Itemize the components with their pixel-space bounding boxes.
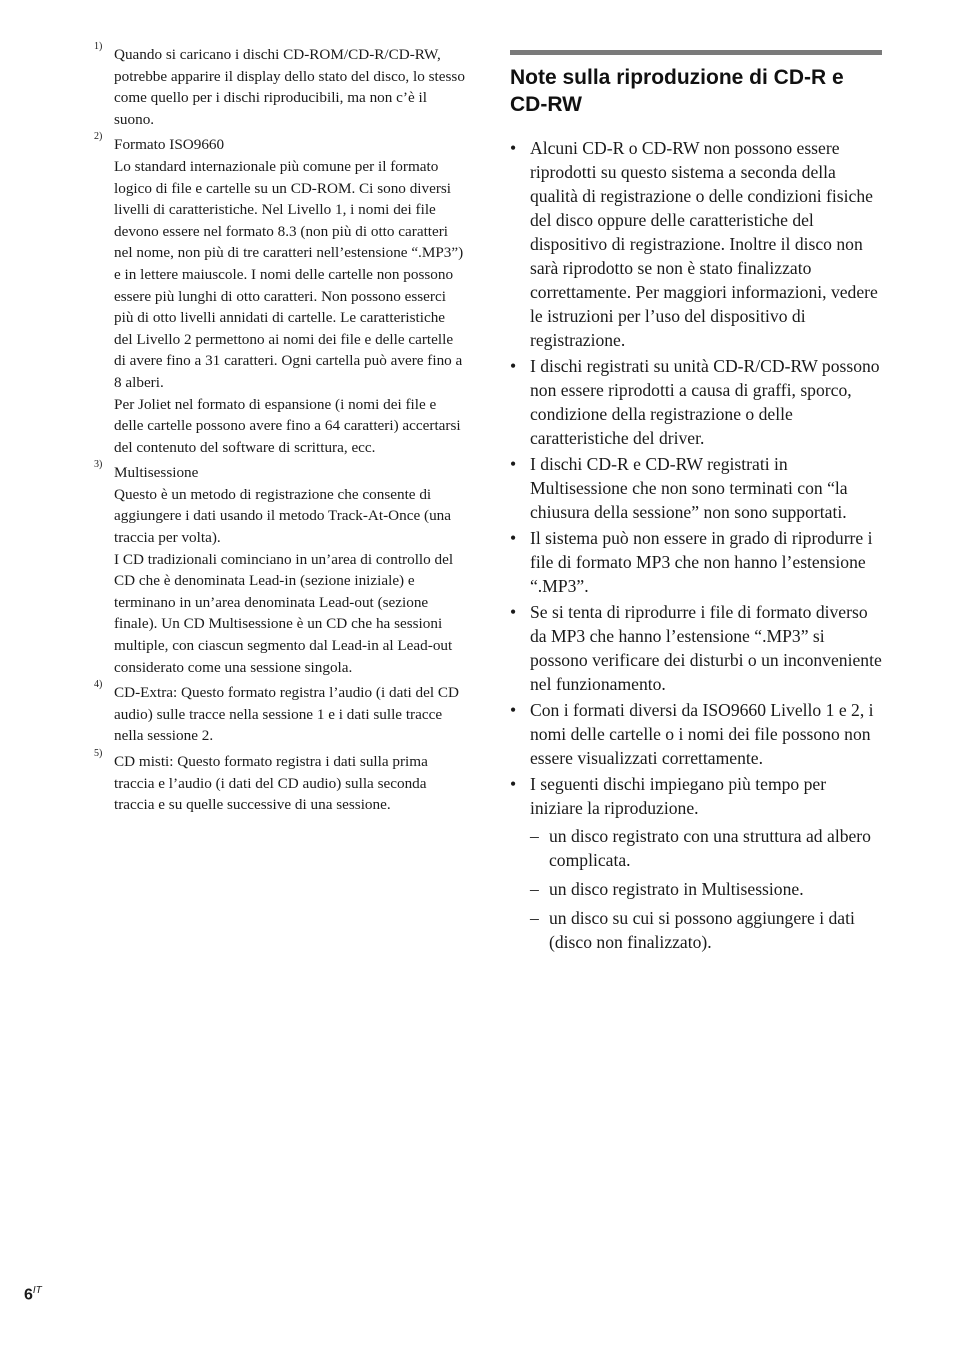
section-title: Note sulla riproduzione di CD-R e CD-RW (510, 66, 844, 116)
bullet-item (510, 452, 882, 524)
bullet-icon: • (510, 700, 517, 720)
footnote-text: I CD tradizionali cominciano in un’area di controllo del CD che è denominata Lead-in (sezione iniziale) e terminano in un’area denominata Lead-out (sezione finale). Un CD Multisessione è un CD che ha sessioni multiple, con ciascun segmento dal Lead-in al Lead-out considerato come una sessione singola. (114, 550, 454, 676)
bullet-text: Il sistema può non essere in grado di riprodurre i file di formato MP3 che non hanno l’estensione “.MP3”. (530, 528, 873, 596)
bullet-item (510, 136, 882, 352)
bullet-item (510, 526, 882, 598)
footnote-text: Questo è un metodo di registrazione che consente di aggiungere i dati usando il metodo Track-At-Once (una traccia per volta). (114, 485, 451, 547)
footnotes (94, 41, 466, 820)
bullet-text: I dischi registrati su unità CD-R/CD-RW possono non essere riprodotti a causa di graffi, sporco, condizione della registrazione o delle caratteristiche del driver. (530, 356, 880, 448)
bullet-icon: • (510, 454, 517, 474)
footnote-text: Quando si caricano i dischi CD-ROM/CD-R/CD-RW, potrebbe apparire il display dello stato del disco, lo stesso come quello per i dischi riproducibili, ma non c’è il suono. (114, 46, 465, 128)
footnote (94, 459, 466, 678)
footnote-text: CD-Extra: Questo formato registra l’audio (i dati del CD audio) sulle tracce nella sessione 1 e i dati sulle tracce nella sessione 2. (114, 684, 460, 745)
bullet-text: Con i formati diversi da ISO9660 Livello 1 e 2, i nomi delle cartelle o i nomi dei file possono non essere visualizzati correttamente. (530, 700, 874, 768)
bullet-icon: • (510, 528, 517, 548)
bullet-text: I seguenti dischi impiegano più tempo per iniziare la riproduzione. (530, 774, 827, 818)
dash-icon: – (530, 826, 539, 846)
sub-item-text: un disco su cui si possono aggiungere i dati (disco non finalizzato). (549, 908, 855, 952)
page-number (24, 1281, 42, 1305)
bullet-text: Alcuni CD-R o CD-RW non possono essere riprodotti su questo sistema a seconda della qualità di registrazione o delle condizioni fisiche del disco oppure delle caratteristiche del dispositivo di registrazione. Inoltre il disco non sarà riprodotto se non è stato finalizzato correttamente. Per maggiori informazioni, vedere le istruzioni per l’uso del dispositivo di registrazione. (530, 138, 878, 350)
sub-item (530, 877, 882, 901)
footnote-number: 5) (94, 748, 103, 759)
footnote-text: CD misti: Questo formato registra i dati sulla prima traccia e l’audio (i dati del CD audio) sulla seconda traccia e su quelle successive di una sessione. (114, 753, 428, 814)
footnote (94, 748, 466, 816)
notes-section (510, 50, 882, 959)
bullet-icon: • (510, 356, 517, 376)
footnote-number: 3) (94, 459, 103, 471)
footnote (94, 679, 466, 747)
bullet-list (510, 136, 882, 954)
footnote (94, 41, 466, 130)
sub-item (530, 824, 882, 872)
bullet-item (510, 698, 882, 770)
sub-list (530, 824, 882, 954)
page-number-value: 6 (24, 1286, 33, 1304)
bullet-icon: • (510, 774, 517, 794)
bullet-item (510, 354, 882, 450)
bullet-text: Se si tenta di riprodurre i file di formato diverso da MP3 che hanno l’estensione “.MP3” si possono verificare dei disturbi o un inconveniente nel funzionamento. (530, 602, 882, 694)
footnote-text: Per Joliet nel formato di espansione (i nomi dei file e delle cartelle possono avere fino a 64 caratteri) accertarsi del contenuto del software di scrittura, ecc. (114, 395, 461, 456)
sub-item (530, 906, 882, 954)
dash-icon: – (530, 879, 539, 899)
sub-item-text: un disco registrato con una struttura ad albero complicata. (549, 826, 871, 870)
footnote-number: 4) (94, 679, 103, 691)
bullet-icon: • (510, 602, 517, 622)
footnote-heading: Formato ISO9660 (114, 136, 225, 154)
footnote-heading: Multisessione (114, 464, 199, 482)
sub-item-text: un disco registrato in Multisessione. (549, 879, 804, 899)
footnote-number: 2) (94, 131, 103, 143)
bullet-icon: • (510, 138, 517, 158)
bullet-item (510, 772, 882, 954)
footnote-number: 1) (94, 41, 103, 52)
footnote (94, 131, 466, 458)
bullet-item (510, 600, 882, 696)
bullet-text: I dischi CD-R e CD-RW registrati in Multisessione che non sono terminati con “la chiusura della sessione” non sono supportati. (530, 454, 848, 522)
section-rule (510, 50, 882, 55)
footnote-text: Lo standard internazionale più comune per il formato logico di file e cartelle su un CD-ROM. Ci sono diversi livelli di caratteristiche. Nel Livello 1, i nomi dei file devono essere nel formato 8.3 (non più di otto caratteri nel nome, non più di tre caratteri nell’estensione “.MP3”) e in lettere maiuscole. I nomi delle cartelle non possono essere più lunghi di otto caratteri. Non possono esserci più di otto livelli annidati di cartelle. Le caratteristiche del Livello 2 permettono ai nomi dei file e delle cartelle di avere fino a 31 caratteri. Ogni cartella può avere fino a 8 alberi. (114, 157, 464, 391)
page-language-suffix: IT (32, 1285, 42, 1296)
dash-icon: – (530, 908, 539, 928)
